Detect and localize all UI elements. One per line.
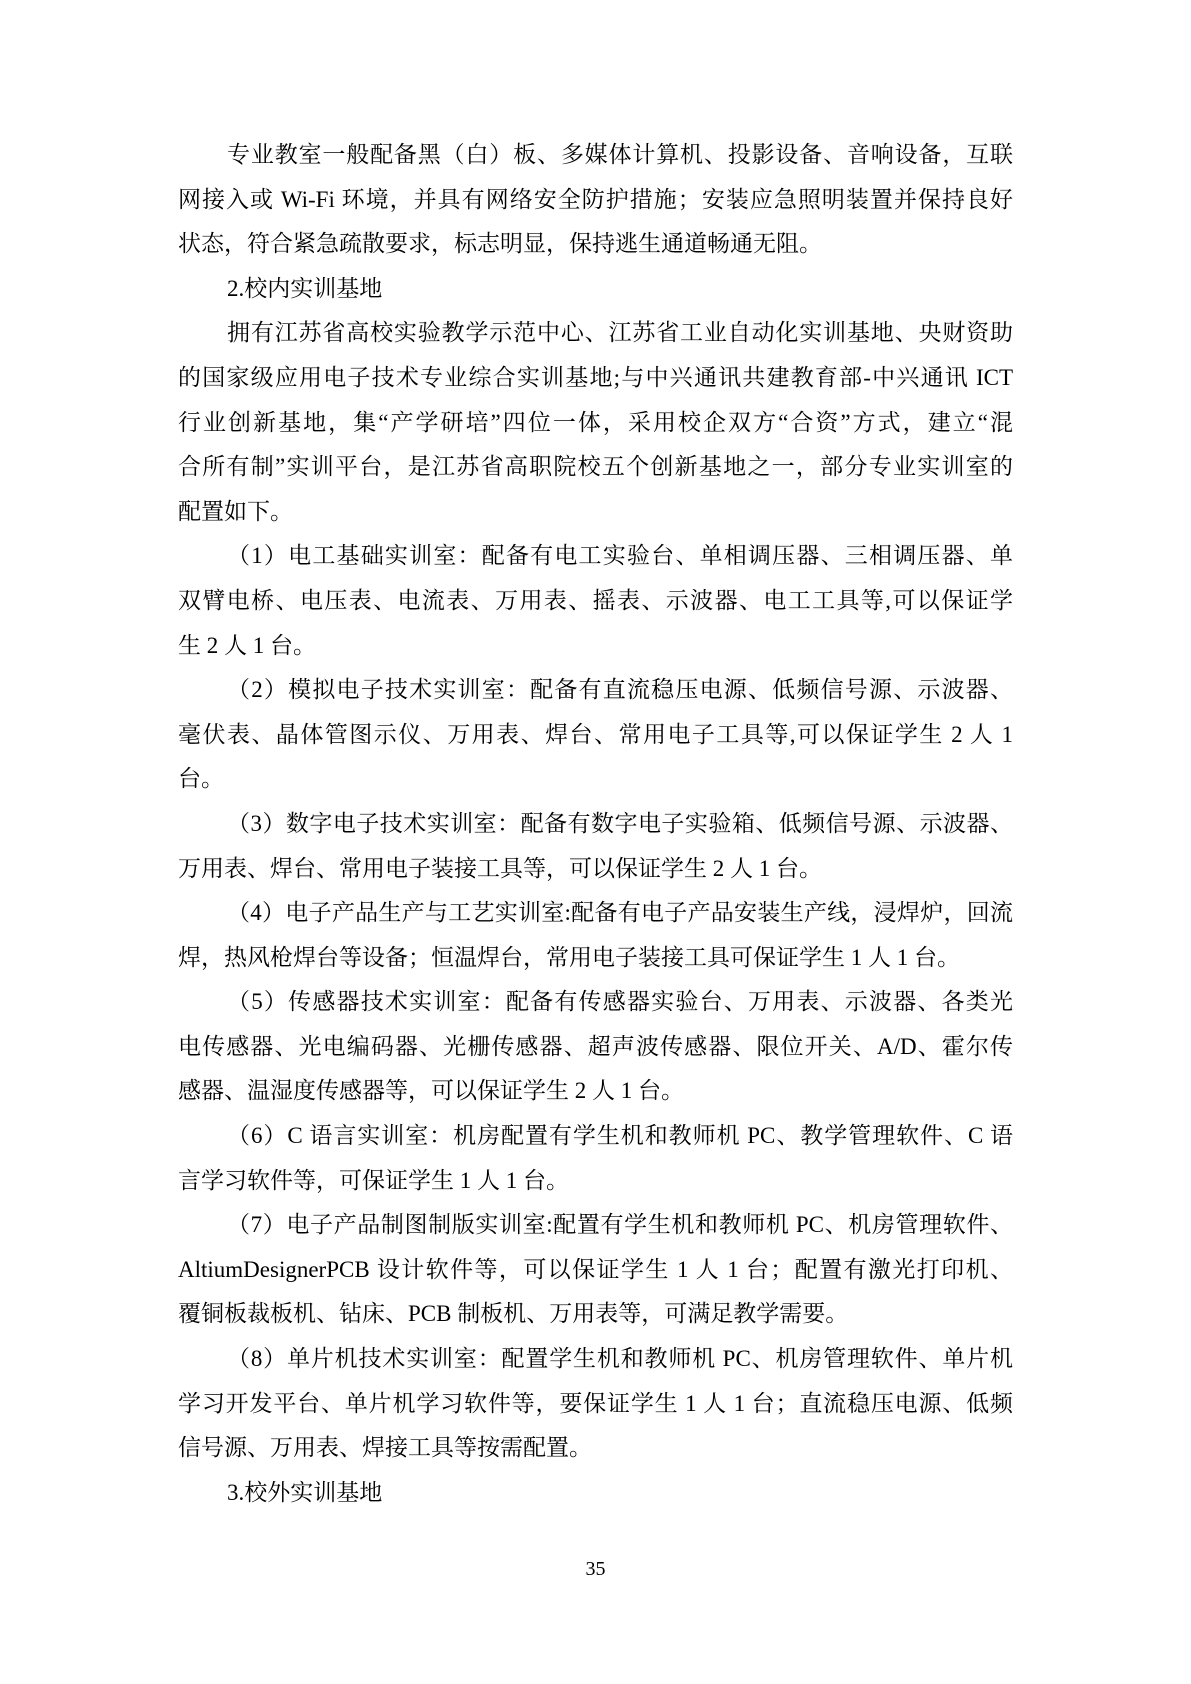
text-line: 配置如下。 (178, 498, 293, 524)
text-line: 学习开发平台、单片机学习软件等，要保证学生 1 人 1 台；直流稳压电源、低频 (178, 1390, 1013, 1416)
text-line: （6）C 语言实训室：机房配置有学生机和教师机 PC、教学管理软件、C 语 (227, 1123, 1013, 1149)
para-training-base-overview (178, 311, 1013, 534)
text-line: （3）数字电子技术实训室：配备有数字电子实验箱、低频信号源、示波器、 (227, 810, 1013, 836)
para-item-1-electrician-basics (178, 534, 1013, 668)
text-line: 专业教室一般配备黑（白）板、多媒体计算机、投影设备、音响设备，互联 (227, 142, 1013, 167)
text-line: 生 2 人 1 台。 (178, 632, 316, 658)
text-line: （7）电子产品制图制版实训室:配置有学生机和教师机 PC、机房管理软件、 (227, 1212, 1013, 1238)
text-line: （5）传感器技术实训室：配备有传感器实验台、万用表、示波器、各类光 (227, 989, 1013, 1015)
text-line: 网接入或 Wi-Fi 环境，并具有网络安全防护措施；安装应急照明装置并保持良好 (178, 186, 1013, 212)
text-line: 毫伏表、晶体管图示仪、万用表、焊台、常用电子工具等,可以保证学生 2 人 1 (178, 721, 1013, 747)
text-line: 双臂电桥、电压表、电流表、万用表、摇表、示波器、电工工具等,可以保证学 (178, 587, 1013, 613)
text-line: 信号源、万用表、焊接工具等按需配置。 (178, 1435, 592, 1461)
section-heading: 2.校内实训基地 (227, 275, 383, 301)
text-line: （4）电子产品生产与工艺实训室:配备有电子产品安装生产线，浸焊炉，回流 (227, 900, 1013, 926)
text-line: （2）模拟电子技术实训室：配备有直流稳压电源、低频信号源、示波器、 (227, 677, 1013, 703)
text-line: 的国家级应用电子技术专业综合实训基地;与中兴通讯共建教育部-中兴通讯 ICT (178, 364, 1013, 390)
para-item-5-sensor-technology (178, 980, 1013, 1114)
text-line: 感器、温湿度传感器等，可以保证学生 2 人 1 台。 (178, 1078, 684, 1104)
section-heading: 3.校外实训基地 (227, 1479, 383, 1505)
text-line: （8）单片机技术实训室：配置学生机和教师机 PC、机房管理软件、单片机 (227, 1346, 1013, 1372)
text-line: 行业创新基地，集“产学研培”四位一体，采用校企双方“合资”方式，建立“混 (178, 409, 1013, 435)
text-line: 电传感器、光电编码器、光栅传感器、超声波传感器、限位开关、A/D、霍尔传 (178, 1033, 1013, 1059)
text-line: 状态，符合紧急疏散要求，标志明显，保持逃生通道畅通无阻。 (178, 231, 822, 257)
para-item-8-mcu-technology (178, 1337, 1013, 1471)
text-line: 焊，热风枪焊台等设备；恒温焊台，常用电子装接工具可保证学生 1 人 1 台。 (178, 944, 960, 970)
text-line: AltiumDesignerPCB 设计软件等，可以保证学生 1 人 1 台；配置有激光打印机、 (178, 1256, 1013, 1282)
text-line: 万用表、焊台、常用电子装接工具等，可以保证学生 2 人 1 台。 (178, 855, 822, 881)
heading-offcampus-training-base (178, 1471, 1013, 1516)
para-item-2-analog-electronics (178, 668, 1013, 802)
text-line: 言学习软件等，可保证学生 1 人 1 台。 (178, 1167, 569, 1193)
para-item-4-electronic-production (178, 891, 1013, 980)
text-line: 覆铜板裁板机、钻床、PCB 制板机、万用表等，可满足教学需要。 (178, 1301, 849, 1327)
para-item-3-digital-electronics (178, 802, 1013, 891)
text-line: 合所有制”实训平台，是江苏省高职院校五个创新基地之一，部分专业实训室的 (178, 454, 1013, 480)
text-line: （1）电工基础实训室：配备有电工实验台、单相调压器、三相调压器、单 (227, 543, 1013, 569)
para-classroom-equipment (178, 133, 1013, 267)
text-line: 台。 (178, 766, 224, 792)
text-line: 拥有江苏省高校实验教学示范中心、江苏省工业自动化实训基地、央财资助 (227, 320, 1013, 346)
page-number: 35 (585, 1558, 606, 1580)
para-item-6-c-language (178, 1114, 1013, 1203)
para-item-7-pcb-design (178, 1203, 1013, 1337)
document-body (178, 133, 1013, 1515)
heading-campus-training-base (178, 267, 1013, 312)
